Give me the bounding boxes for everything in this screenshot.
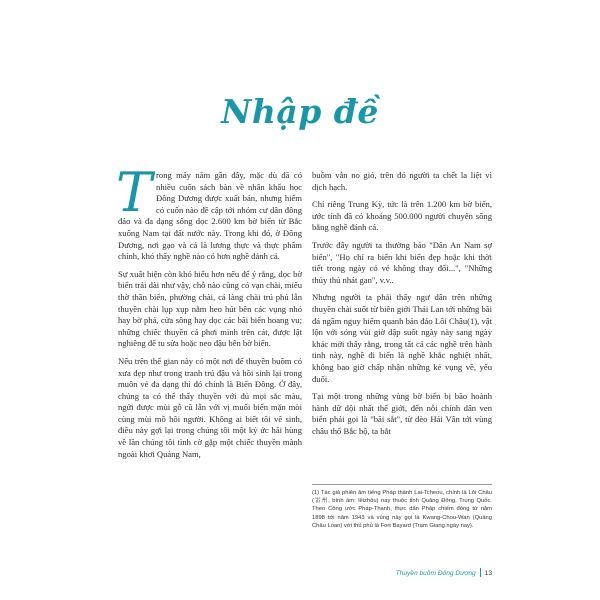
paragraph: Trong mấy năm gần đây, mặc dù đã có nhiều cuốn sách bàn về nhân khẩu học Đông Dương được xuất bản, nhưng hiếm có cuốn nào đề cập tới nhóm cư dân đông đảo và đa dạng sống dọc 2.600 km bờ biển từ Bắc xuống Nam tại đất nước này. Trong khi đó, ở Đông Dương, nơi gạo và cá là lương thực và thực phẩm chính, khó thấy nghề nào có hơn nghề đánh cá. bbox=[116, 161, 302, 262]
paragraph: Chỉ riêng Trung Kỳ, tức là trên 1.200 km bờ biển, ước tính đã có khoảng 500.000 người chuyên sống bằng nghề đánh cá. bbox=[312, 199, 492, 233]
footnote-divider bbox=[312, 484, 492, 485]
page-title: Nhập đề bbox=[221, 92, 379, 131]
paragraph: Nếu trên thế gian này có một nơi để thuyền buồm có xưa đẹp như trong tranh trú đậu và hồi sinh lại trong muôn vẻ đa dạng thì đó chính là Biển Đông. Ở đây, chúng ta có thể thấy thuyền với đủ mọi sắc màu, ngửi được mùi gỗ cũ lẫn với vị muối biển mặn mòi cùng mùi mồ hôi người. Không ai biết tôi vẽ sinh, điều này gợi lại trong chúng tôi một ký ức hãi hùng về lần chúng tôi tình cờ gặp một chiếc thuyền mành ngoài khơi Quảng Nam, bbox=[118, 355, 302, 459]
page-number: 13 bbox=[484, 570, 492, 577]
drop-cap: T bbox=[116, 161, 153, 224]
running-footer-title: Thuyền buồm Đông Dương bbox=[395, 570, 476, 577]
paragraph: Nhưng người ta phải thấy ngư dân trên những thuyền chài suốt từ biên giới Thái Lan tới những bãi đá ngầm nguy hiểm quanh bán đảo Lôi Châu(1), vật lộn với sóng vùi giờ dập suốt ngày này sang ngày khác mới thấy rằng, trong tất cả các nghề trên hành tinh này, nghề đi biển là nghề khắc nghiệt nhất, không bao giờ chấp nhận những kẻ vụng về, yếu đuối. bbox=[312, 292, 492, 384]
footer-divider bbox=[480, 568, 481, 577]
right-column bbox=[312, 170, 492, 443]
paragraph: Trước đây người ta thường bảo "Dân An Nam sợ biển", "Họ chỉ ra biển khi biển đẹp hoặc khi thời tiết trong ngày có vẻ không thay đổi...", "Những thủy thủ nhát gan", v.v.. bbox=[312, 239, 492, 285]
paragraph: Tại một trong những vùng bờ biển bị bão hoành hành dữ dội nhất thế giới, đến nỗi chính dân ven biển phải gọi là "bãi sắt", từ đèo Hải Vân tới vùng châu thổ Bắc bộ, ta bắt bbox=[312, 391, 492, 436]
paragraph: Sự xuất hiện còn khó hiểu hơn nếu để ý rằng, dọc bờ biển trải dài như vậy, chỗ nào cũng có vạn chài, miếu thờ thần biển, phường chài, cả làng chài trú phủ lẫn thuyền chài lụp xụp nằm heo hút bên các vụng nhỏ hay bờ phá, cửa sông hay dọc các bãi biển hoang vu; những chiếc thuyền cá phơi mình trên cát, được lật nghiêng để tu sửa hoặc neo đậu bên bờ biển. bbox=[118, 268, 302, 349]
paragraph: buồm vẫn no gió, trên đó người ta chết la liệt vì dịch hạch. bbox=[312, 170, 492, 192]
page-footer bbox=[396, 568, 492, 577]
left-column bbox=[116, 161, 302, 466]
footnote: (1) Tác giả phiên âm tiếng Pháp thành Lai-Tcheou, chính là Lôi Châu (雷州, bính âm: lěizhōu) nay thuộc tỉnh Quảng Đông, Trung Quốc. Theo Công ước Pháp-Thanh, thực dân Pháp chiếm đóng từ năm 1898 tới năm 1943 và vùng này gọi là Kwang-Chou-Wan (Quảng Châu Loan) với thủ phủ là Fort Bayard (Trạm Giang ngày nay). bbox=[312, 490, 492, 529]
